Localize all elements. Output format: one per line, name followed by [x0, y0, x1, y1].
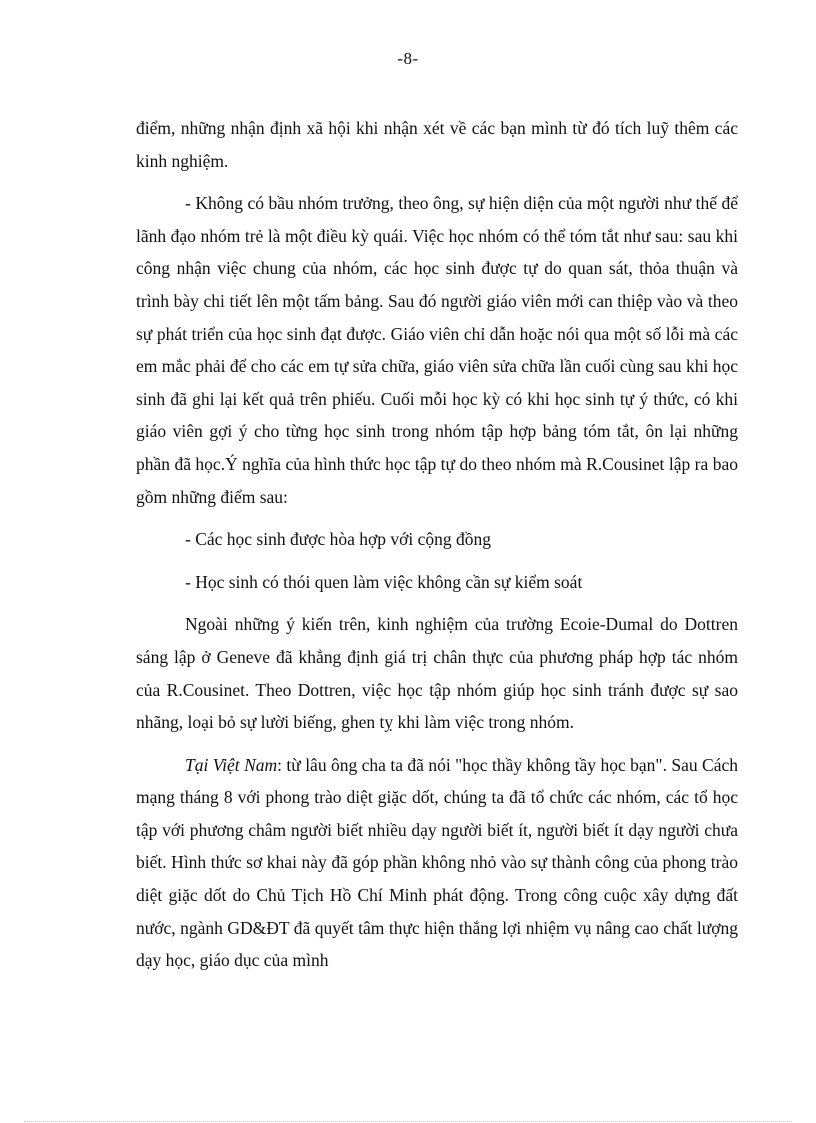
bullet-community: - Các học sinh được hòa hợp với cộng đồng — [185, 529, 492, 550]
bullet-no-supervision: - Học sinh có thói quen làm việc không cần sự kiểm soát — [185, 571, 583, 592]
paragraph-continuation: điểm, những nhận định xã hội khi nhận xét về các bạn mình từ đó tích luỹ thêm các kinh nghiệm. — [136, 118, 738, 171]
document-body — [136, 112, 738, 987]
paragraph-vietnam — [136, 749, 738, 977]
page-bottom-divider — [24, 1121, 792, 1122]
paragraph-group-leader: - Không có bầu nhóm trưởng, theo ông, sự hiện diện của một người như thế để lãnh đạo nhóm trẻ là một điều kỳ quái. Việc học nhóm có thể tóm tắt như sau: sau khi công nhận việc chung của nhóm, các học sinh được tự do quan sát, thỏa thuận và trình bày chi tiết lên một tấm bảng. Sau đó người giáo viên mới can thiệp vào và theo sự phát triển của học sinh đạt được. Giáo viên chỉ dẫn hoặc nói qua một số lỗi mà các em mắc phải để cho các em tự sửa chữa, giáo viên sửa chữa lần cuối cùng sau khi học sinh đã ghi lại kết quả trên phiếu. Cuối mỗi học kỳ có khi học sinh tự ý thức, có khi giáo viên gợi ý cho từng học sinh trong nhóm tập hợp bảng tóm tắt, ôn lại những phần đã học.Ý nghĩa của hình thức học tập tự do theo nhóm mà R.Cousinet lập ra bao gồm những điểm sau: — [136, 193, 738, 507]
vietnam-paragraph-text: : từ lâu ông cha ta đã nói "học thầy không tầy học bạn". Sau Cách mạng tháng 8 với phong trào diệt giặc dốt, chúng ta đã tổ chức các nhóm, các tổ học tập với phương châm người biết nhiều dạy người biết ít, người biết ít dạy người chưa biết. Hình thức sơ khai này đã góp phần không nhỏ vào sự thành công của phong trào diệt giặc dốt do Chủ Tịch Hồ Chí Minh phát động. Trong công cuộc xây dựng đất nước, ngành GD&ĐT đã quyết tâm thực hiện thắng lợi nhiệm vụ nâng cao chất lượng dạy học, giáo dục của mình — [136, 754, 739, 971]
vietnam-heading-italic: Tại Việt Nam — [185, 754, 278, 775]
page-number: -8- — [397, 49, 419, 68]
paragraph-dottren: Ngoài những ý kiến trên, kinh nghiệm của trường Ecoie-Dumal do Dottren sáng lập ở Geneve đã khẳng định giá trị chân thực của phương pháp hợp tác nhóm của R.Cousinet. Theo Dottren, việc học tập nhóm giúp học sinh tránh được sự sao nhãng, loại bỏ sự lười biếng, ghen tỵ khi làm việc trong nhóm. — [136, 614, 738, 733]
